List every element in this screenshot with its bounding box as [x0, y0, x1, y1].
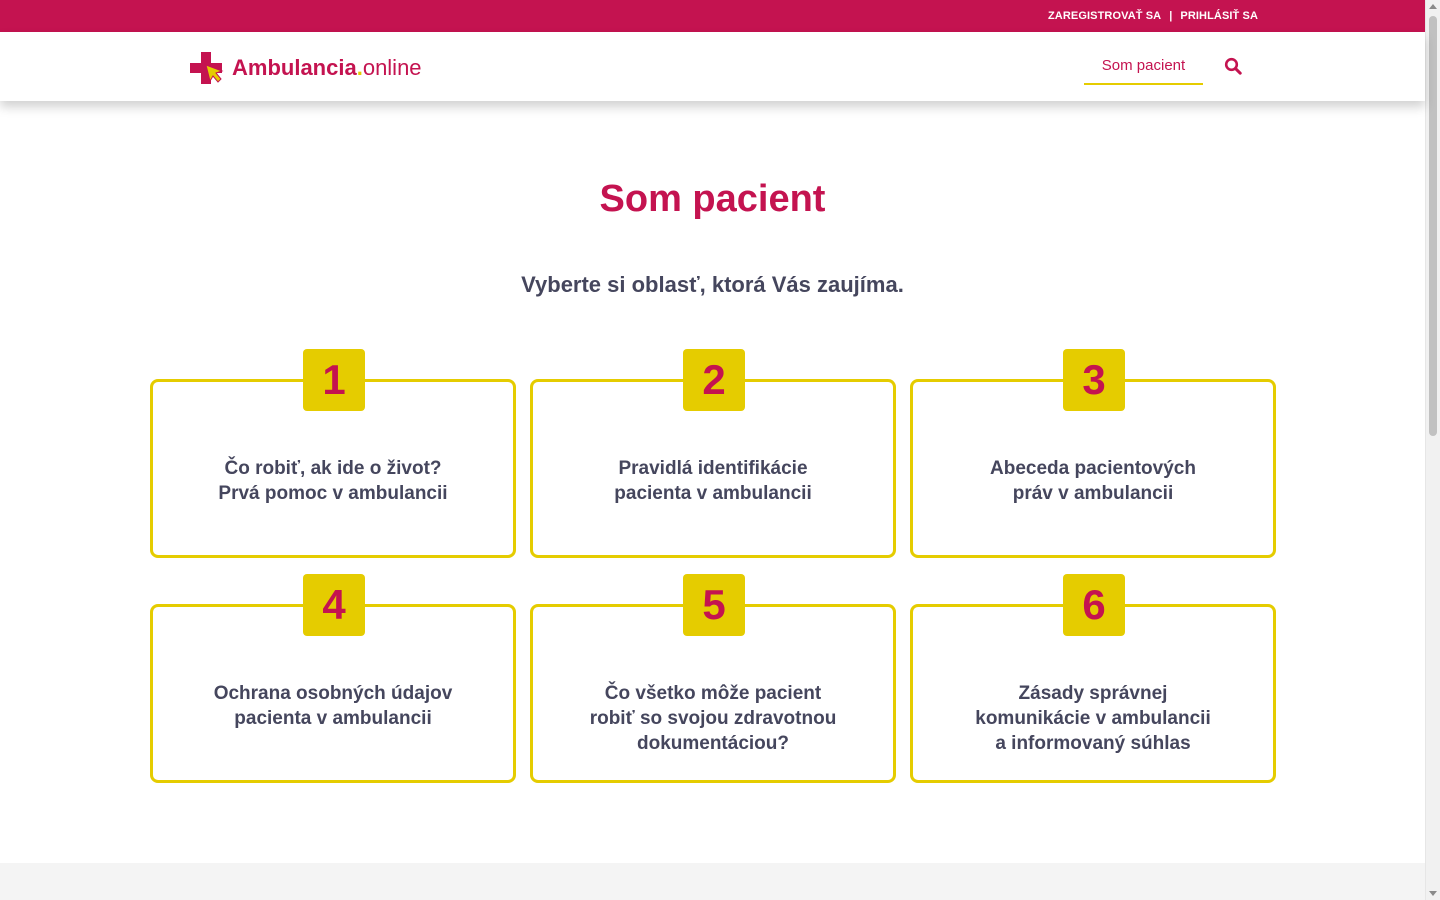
card-number-badge: 6 [1063, 574, 1125, 636]
top-bar [0, 0, 1425, 32]
site-header [0, 32, 1425, 101]
card-title-line: Pravidlá identifikácie [618, 458, 808, 479]
search-icon[interactable] [1224, 57, 1242, 75]
card-number-badge: 4 [303, 574, 365, 636]
topic-card-personal-data[interactable] [150, 581, 516, 783]
card-title-line: Čo robiť, ak ide o život? [224, 458, 442, 479]
card-title-line: komunikácie v ambulancii [975, 708, 1211, 729]
card-title-line: pacienta v ambulancii [234, 708, 432, 729]
site-logo[interactable] [190, 52, 422, 84]
scroll-down-arrow-icon[interactable] [1429, 891, 1437, 896]
card-number-badge: 5 [683, 574, 745, 636]
topic-card-health-records[interactable] [530, 581, 896, 783]
card-number-badge: 1 [303, 349, 365, 411]
card-title [553, 681, 873, 756]
card-title-line: Prvá pomoc v ambulancii [218, 483, 448, 504]
account-links [1048, 0, 1258, 32]
card-title-line: práv v ambulancii [1012, 483, 1174, 504]
card-number-badge: 2 [683, 349, 745, 411]
card-title [553, 456, 873, 506]
page-title: Som pacient [599, 178, 826, 220]
nav-item-som-pacient[interactable]: Som pacient [1084, 54, 1203, 85]
card-title [173, 681, 493, 731]
medical-cross-cursor-icon [190, 52, 224, 84]
card-title-line: Ochrana osobných údajov [213, 683, 453, 704]
card-title-line: a informovaný súhlas [995, 733, 1191, 754]
register-link[interactable]: ZAREGISTROVAŤ SA [1047, 10, 1162, 22]
topic-card-first-aid[interactable] [150, 356, 516, 558]
card-title-line: robiť so svojou zdravotnou [589, 708, 837, 729]
card-title-line: Abeceda pacientových [990, 458, 1196, 479]
topic-card-communication-consent[interactable] [910, 581, 1276, 783]
logo-dot: . [356, 55, 363, 80]
card-number-badge: 3 [1063, 349, 1125, 411]
card-title-line: dokumentáciou? [636, 733, 789, 754]
card-title [933, 681, 1253, 756]
card-title-line: pacienta v ambulancii [614, 483, 812, 504]
logo-tld: online [362, 55, 422, 80]
page-subtitle: Vyberte si oblasť, ktorá Vás zaujíma. [521, 272, 904, 297]
logo-wordmark [232, 57, 422, 79]
card-title [933, 456, 1253, 506]
scroll-up-arrow-icon[interactable] [1429, 4, 1437, 9]
topic-card-patient-identification[interactable] [530, 356, 896, 558]
scrollbar-thumb[interactable] [1429, 16, 1437, 436]
footer-band [0, 863, 1425, 900]
account-links-separator: | [1169, 10, 1173, 22]
card-title-line: Čo všetko môže pacient [604, 683, 822, 704]
card-title [173, 456, 493, 506]
card-title-line: Zásady správnej [1018, 683, 1168, 704]
topic-card-patient-rights[interactable] [910, 356, 1276, 558]
logo-brand: Ambulancia [232, 55, 357, 80]
login-link[interactable]: PRIHLÁSIŤ SA [1180, 10, 1258, 22]
page-scrollbar[interactable] [1425, 0, 1440, 900]
